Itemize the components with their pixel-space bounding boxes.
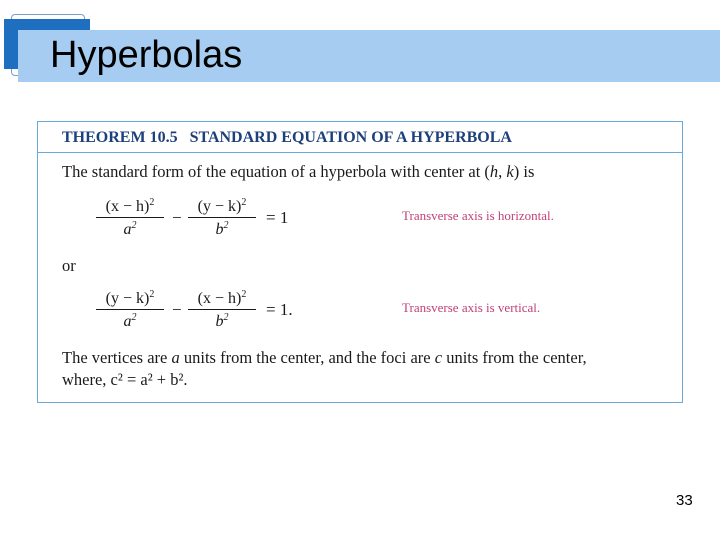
or-text: or [62, 256, 76, 275]
fraction-numerator [96, 196, 164, 218]
numerator-text: (y − k) [197, 198, 242, 215]
denominator-exponent: 2 [131, 220, 137, 231]
minus-sign: − [172, 300, 182, 319]
denominator-base: b [215, 313, 224, 330]
vertices-line-1 [62, 348, 587, 368]
slide-title: Hyperbolas [50, 34, 243, 76]
intro-var-h: h [489, 162, 499, 181]
numerator-text: (x − h) [105, 198, 150, 215]
fraction-1 [96, 288, 164, 332]
theorem-box [37, 121, 683, 403]
fraction-2 [188, 288, 256, 332]
page-number: 33 [676, 492, 693, 509]
intro-text: The standard form of the equation of a hyperbola with center at ( [62, 162, 490, 181]
denominator-exponent: 2 [223, 220, 229, 231]
intro-separator: , [498, 162, 507, 181]
minus-sign: − [172, 208, 182, 227]
vertices-var-a: a [171, 348, 180, 367]
theorem-heading: STANDARD EQUATION OF A HYPERBOLA [189, 129, 512, 146]
vertices-var-c: c [434, 348, 443, 367]
fraction-denominator [96, 310, 164, 332]
intro-suffix: ) is [513, 162, 535, 181]
vertices-text: The vertices are [62, 348, 172, 367]
axis-note-horizontal: Transverse axis is horizontal. [402, 208, 554, 223]
axis-note-vertical: Transverse axis is vertical. [402, 300, 541, 315]
numerator-exponent: 2 [149, 289, 155, 300]
vertices-text-mid: units from the center, and the foci are [179, 348, 435, 367]
fraction-numerator [188, 288, 256, 310]
numerator-text: (y − k) [105, 290, 150, 307]
fraction-2 [188, 196, 256, 240]
denominator-base: a [123, 221, 132, 238]
equation-rhs: = 1 [266, 208, 289, 227]
numerator-exponent: 2 [241, 197, 247, 208]
theorem-intro [62, 162, 534, 182]
numerator-exponent: 2 [149, 197, 155, 208]
denominator-base: b [215, 221, 224, 238]
intro-var-k: k [506, 162, 514, 181]
vertices-text-end: units from the center, [442, 348, 587, 367]
numerator-exponent: 2 [241, 289, 247, 300]
denominator-exponent: 2 [223, 312, 229, 323]
fraction-denominator [188, 310, 256, 332]
vertices-line-2: where, c² = a² + b². [62, 370, 188, 389]
equation-rhs: = 1. [266, 300, 293, 319]
fraction-denominator [96, 218, 164, 240]
theorem-header [38, 122, 682, 153]
fraction-numerator [96, 288, 164, 310]
denominator-exponent: 2 [131, 312, 137, 323]
fraction-numerator [188, 196, 256, 218]
theorem-number: THEOREM 10.5 [62, 129, 178, 146]
denominator-base: a [123, 313, 132, 330]
fraction-denominator [188, 218, 256, 240]
numerator-text: (x − h) [197, 290, 242, 307]
fraction-1 [96, 196, 164, 240]
